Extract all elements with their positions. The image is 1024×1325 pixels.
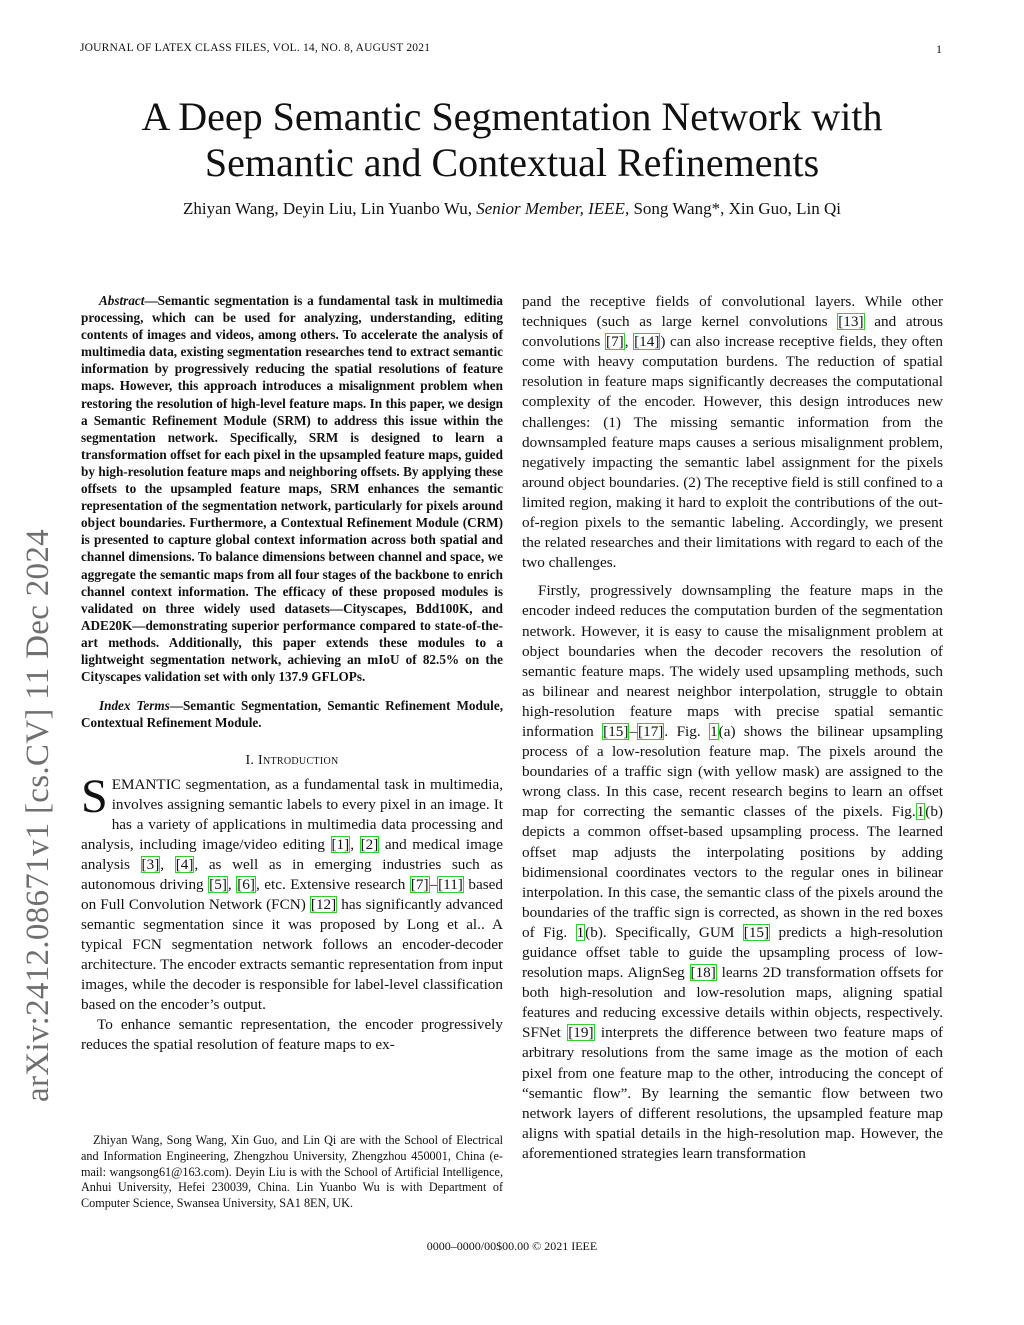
text-run: (b). Specifically, GUM — [585, 923, 743, 941]
text-run: , as well as in emerging industries such as autonomous driving — [81, 856, 503, 894]
text-run: – — [429, 876, 438, 894]
abstract-lead: Abstract — [99, 293, 145, 308]
figure-link[interactable]: 1 — [916, 803, 925, 821]
authors-part-2: Song Wang*, Xin Guo, Lin Qi — [633, 199, 841, 218]
text-run: pand the receptive fields of convolutional layers. While other techniques (such as large kernel convolutions — [522, 293, 943, 331]
section-numeral: I. — [245, 753, 259, 769]
authors-part-1: Zhiyan Wang, Deyin Liu, Lin Yuanbo Wu, — [183, 199, 472, 218]
citation-link[interactable]: [15] — [743, 923, 770, 941]
right-column — [522, 292, 943, 1164]
text-run: , etc. Extensive research — [255, 876, 410, 894]
intro-paragraph-2: To enhance semantic representation, the encoder progressively reduces the spatial resolution of feature maps to ex- — [81, 1016, 503, 1054]
author-footnote: Zhiyan Wang, Song Wang, Xin Guo, and Lin Qi are with the School of Electrical and Information Engineering, Zhengzhou University, Zhengzhou 450001, China (e-mail: wangsong61@163.com). Deyin Liu is with the School of Artificial Intelligence, Anhui University, Hefei 230039, China. Lin Yuanbo Wu is with Department of Computer Science, Swansea University, SA1 8EN, UK. — [81, 1133, 503, 1211]
citation-link[interactable]: [4] — [175, 856, 194, 874]
citation-link[interactable]: [7] — [410, 876, 429, 894]
citation-link[interactable]: [17] — [638, 722, 664, 740]
right-paragraph-1 — [522, 292, 943, 573]
text-run: , — [350, 836, 360, 854]
copyright-line: 0000–0000/00$00.00 © 2021 IEEE — [426, 1239, 598, 1253]
text-run: , — [227, 876, 237, 894]
citation-link[interactable]: [11] — [438, 876, 463, 894]
citation-link[interactable]: [3] — [141, 856, 160, 874]
text-run: interprets the difference between two feature maps of arbitrary resolutions from the same image as the motion of each pixel from one feature map to the other, introducing the concept of “semantic flow”. By learning the semantic flow between two network layers of different resolutions, the upsampled feature map aligns with spatial details in the high-resolution map. However, the aforementioned strategies learn transformation — [522, 1024, 944, 1162]
text-run: based on Full Convolution Network (FCN) — [81, 876, 503, 914]
text-run: (b) depicts a common offset-based upsampling process. The learned offset map adjusts the interpolating positions by adding bidimensional coordinates vectors to the regular ones in bilinear interpolation. In this case, the semantic class of the pixels around the boundaries of the traffic sign is corrected, as shown in the red boxes of Fig. — [522, 803, 943, 941]
author-list — [60, 199, 964, 219]
citation-link[interactable]: [13] — [838, 313, 864, 331]
citation-link[interactable]: [14] — [634, 333, 660, 351]
text-run: predicts a high-resolution guidance offset table to guide the upsampling process of low-resolution maps. AlignSeg — [522, 923, 943, 982]
citation-link[interactable]: [19] — [568, 1024, 594, 1042]
citation-link[interactable]: [12] — [310, 896, 337, 914]
drop-cap: S — [81, 770, 108, 824]
citation-link[interactable]: [2] — [360, 836, 379, 854]
text-run: learns 2D transformation offsets for both high-resolution and low-resolution maps, aligning spatial features and reducing excessive details within objects, respectively. SFNet — [522, 964, 943, 1042]
abstract-text: —Semantic segmentation is a fundamental task in multimedia processing, which can be used for analyzing, understanding, editing contents of images and videos, among others. To accelerate the analysis of multimedia data, existing segmentation researches tend to extract semantic information by progressively reducing the spatial resolutions of feature maps. However, this approach introduces a misalignment problem when restoring the resolution of high-level feature maps. In this paper, we design a Semantic Refinement Module (SRM) to address this issue within the segmentation network. Specifically, SRM is designed to learn a transformation offset for each pixel in the upsampled feature maps, guided by high-resolution feature maps and neighboring offsets. By applying these offsets to the upsampled feature maps, SRM enhances the semantic representation of the segmentation network, particularly for pixels around object boundaries. Furthermore, a Contextual Refinement Module (CRM) is presented to capture global context information across both spatial and channel dimensions. To balance dimensions between channel and space, we aggregate the semantic maps from all four stages of the backbone to enrich channel context information. The efficacy of these proposed modules is validated on three widely used datasets—Cityscapes, Bdd100K, and ADE20K—demonstrating superior performance compared to state-of-the-art methods. Additionally, this paper extends these modules to a lightweight segmentation network, achieving an mIoU of 82.5% on the Cityscapes validation set with only 137.9 GFLOPs. — [81, 293, 503, 685]
text-run: . Fig. — [664, 722, 710, 740]
figure-link[interactable]: 1 — [710, 722, 718, 740]
footnote-block — [81, 1133, 503, 1212]
arxiv-stamp: arXiv:2412.08671v1 [cs.CV] 11 Dec 2024 — [20, 529, 56, 1102]
title-line-2: Semantic and Contextual Refinements — [204, 140, 820, 185]
running-head: JOURNAL OF LATEX CLASS FILES, VOL. 14, NO. 8, AUGUST 2021 — [80, 42, 431, 54]
citation-link[interactable]: [7] — [606, 333, 624, 351]
intro-paragraph-1 — [81, 770, 503, 1015]
text-run: (a) shows the bilinear upsampling process of a low-resolution feature map. The pixels around the boundaries of a traffic sign (with yellow mask) are assigned to the wrong class. In this case, recent research begins to learn an offset map for correcting the semantic classes of the pixels. Fig. — [522, 722, 943, 821]
text-run: – — [629, 722, 638, 740]
citation-link[interactable]: [1] — [331, 836, 350, 854]
right-paragraph-2 — [522, 581, 943, 1164]
text-run: ) can also increase receptive fields, they often come with heavy computation burdens. The reduction of spatial resolution in feature maps significantly decreases the computational complexity of the encoder. However, this design introduces new challenges: (1) The missing semantic information from the downsampled feature maps causes a serious misalignment problem, negatively impacting the semantic label assignment for the pixels around object boundaries. (2) The receptive field is still confined to a limited region, making it hard to exploit the contributions of the out-of-region pixels to the semantic labeling. Accordingly, we present the related researches and their limitations with regard to each of the two challenges. — [522, 333, 944, 572]
left-column — [81, 292, 503, 1055]
section-heading-introduction — [81, 753, 503, 769]
index-terms-lead: Index Terms — [99, 698, 170, 714]
text-run: EMANTIC segmentation, as a fundamental task in multimedia, involves assigning semantic labels to every pixel in an image. It has a variety of applications in multimedia data processing and analysis, including image/video editing — [81, 776, 503, 854]
text-run: has significantly advanced semantic segmentation since it was proposed by Long et al.. A typical FCN segmentation network follows an encoder-decoder architecture. The encoder extracts semantic representation from input images, while the decoder is responsible for label-level classification based on the encoder’s output. — [81, 896, 503, 1014]
text-run: Firstly, progressively downsampling the feature maps in the encoder indeed reduces the computation burden of the segmentation network. However, it is easy to cause the misalignment problem at object boundaries when the decoder recovers the resolution of semantic feature maps. The widely used upsampling methods, such as bilinear and nearest neighbor interpolation, struggle to obtain high-resolution feature maps with precise spatial semantic information — [522, 582, 943, 740]
paper-title — [60, 94, 964, 186]
figure-link[interactable]: 1 — [576, 923, 585, 941]
title-line-1: A Deep Semantic Segmentation Network with — [141, 94, 883, 139]
text-run: , — [160, 856, 175, 874]
section-title: Introduction — [258, 753, 339, 769]
index-terms-text: —Semantic Segmentation, Semantic Refinement Module, Contextual Refinement Module. — [81, 698, 503, 731]
text-run: and medical image analysis — [81, 836, 503, 874]
page-number: 1 — [936, 42, 942, 56]
citation-link[interactable]: [15] — [603, 722, 629, 740]
citation-link[interactable]: [5] — [209, 876, 227, 894]
text-run: , — [624, 333, 634, 351]
abstract — [81, 292, 503, 685]
index-terms — [81, 697, 503, 731]
citation-link[interactable]: [18] — [690, 964, 716, 982]
text-run: and atrous convolutions — [522, 313, 943, 351]
authors-affiliation: Senior Member, IEEE, — [476, 199, 630, 218]
citation-link[interactable]: [6] — [237, 876, 255, 894]
